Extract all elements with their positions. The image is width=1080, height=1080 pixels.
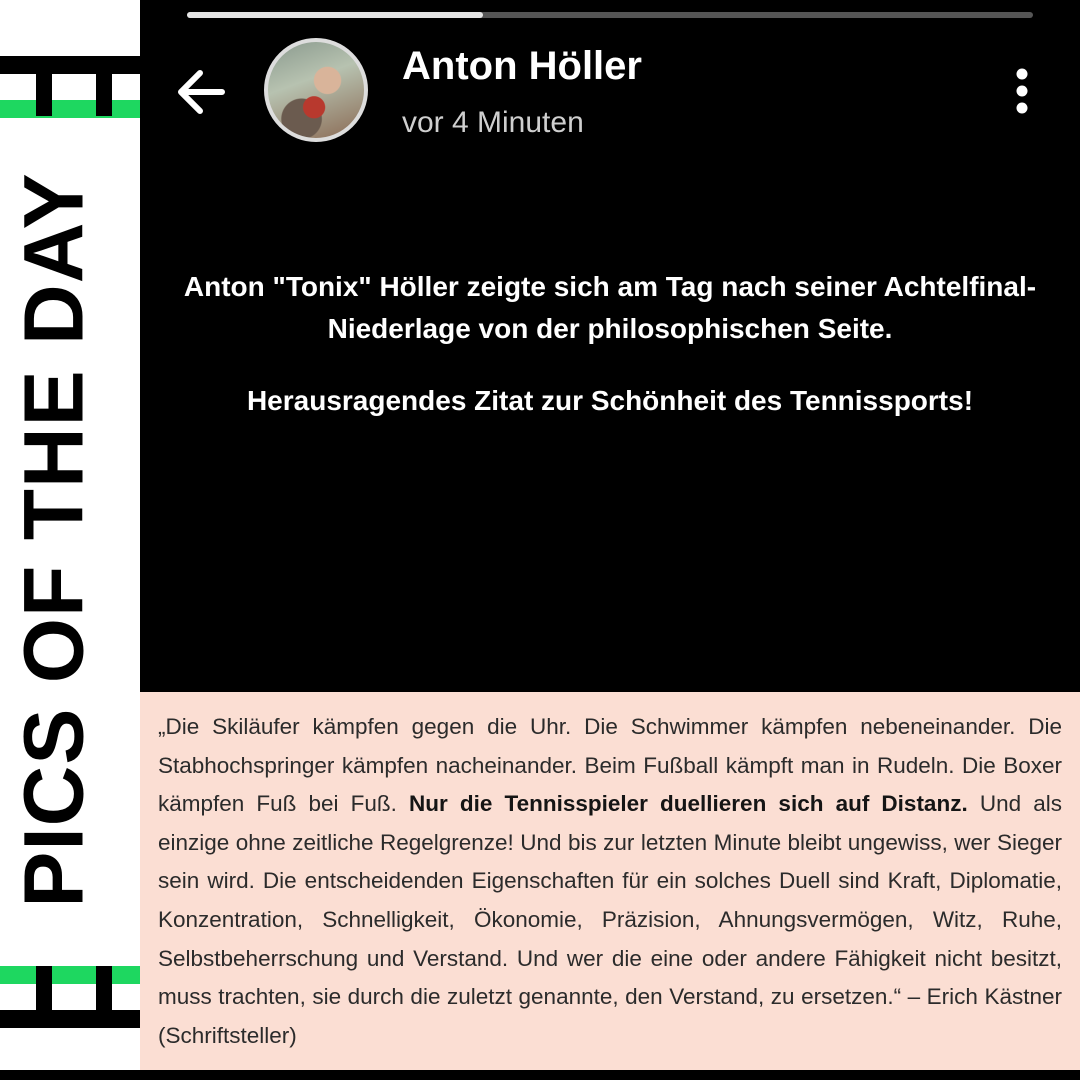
quote-highlight: Nur die Tennisspieler duellieren sich auf Distanz.	[409, 791, 968, 817]
caption-line: Anton "Tonix" Höller zeigte sich am Tag nach seiner Achtelfinal-Niederlage von der philosophischen Seite.	[183, 271, 1037, 344]
story-panel	[140, 0, 1080, 688]
black-bar	[36, 56, 52, 116]
more-options-button[interactable]	[1006, 66, 1038, 116]
story-progress-fill	[187, 12, 483, 18]
post-time: vor 4 Minuten	[402, 106, 584, 139]
user-name[interactable]: Anton Höller	[402, 44, 642, 88]
quote-part: „Die Skiläufer kämpfen gegen die Uhr. Die Schwimmer kämpfen nebeneinander. Die Stabhochspringer kämpfen nacheinander. Beim Fußball kämpft man in Rudeln. Die Boxer kämpfen Fuß bei Fuß.	[158, 714, 1062, 817]
back-arrow-icon	[172, 62, 232, 122]
story-progress-bar	[187, 12, 1033, 18]
story-caption	[140, 266, 1080, 422]
black-bar	[36, 966, 52, 1028]
sidebar-branding	[0, 0, 140, 1080]
green-stripe	[0, 100, 140, 118]
quote-text	[158, 708, 1062, 1055]
caption-line: Herausragendes Zitat zur Schönheit des Tennissports!	[246, 385, 974, 416]
black-bar	[96, 966, 112, 1028]
bottom-border	[0, 1070, 1080, 1080]
more-vertical-icon	[1006, 66, 1038, 116]
quote-panel	[140, 688, 1080, 1070]
avatar[interactable]	[264, 38, 368, 142]
black-stripe	[0, 1010, 140, 1028]
black-stripe	[0, 56, 140, 74]
pics-of-the-day-title: PICS OF THE DAY	[6, 172, 101, 908]
quote-part: Und als einzige ohne zeitliche Regelgrenze! Und bis zur letzten Minute bleibt ungewiss, wer Sieger sein wird. Die entscheidenden Eigenschaften für ein solches Duell sind Kraft, Diplomatie, Konzentration, Schnelligkeit, Ökonomie, Präzision, Ahnungsvermögen, Witz, Ruhe, Selbstbeherrschung und Verstand. Und wer die eine oder andere Fähigkeit nicht besitzt, muss trachten, sie durch die zuletzt genannte, den Verstand, zu ersetzen.“ – Erich Kästner (Schriftsteller)	[158, 791, 1062, 1048]
black-bar	[96, 56, 112, 116]
green-stripe	[0, 966, 140, 984]
back-button[interactable]	[172, 62, 232, 122]
